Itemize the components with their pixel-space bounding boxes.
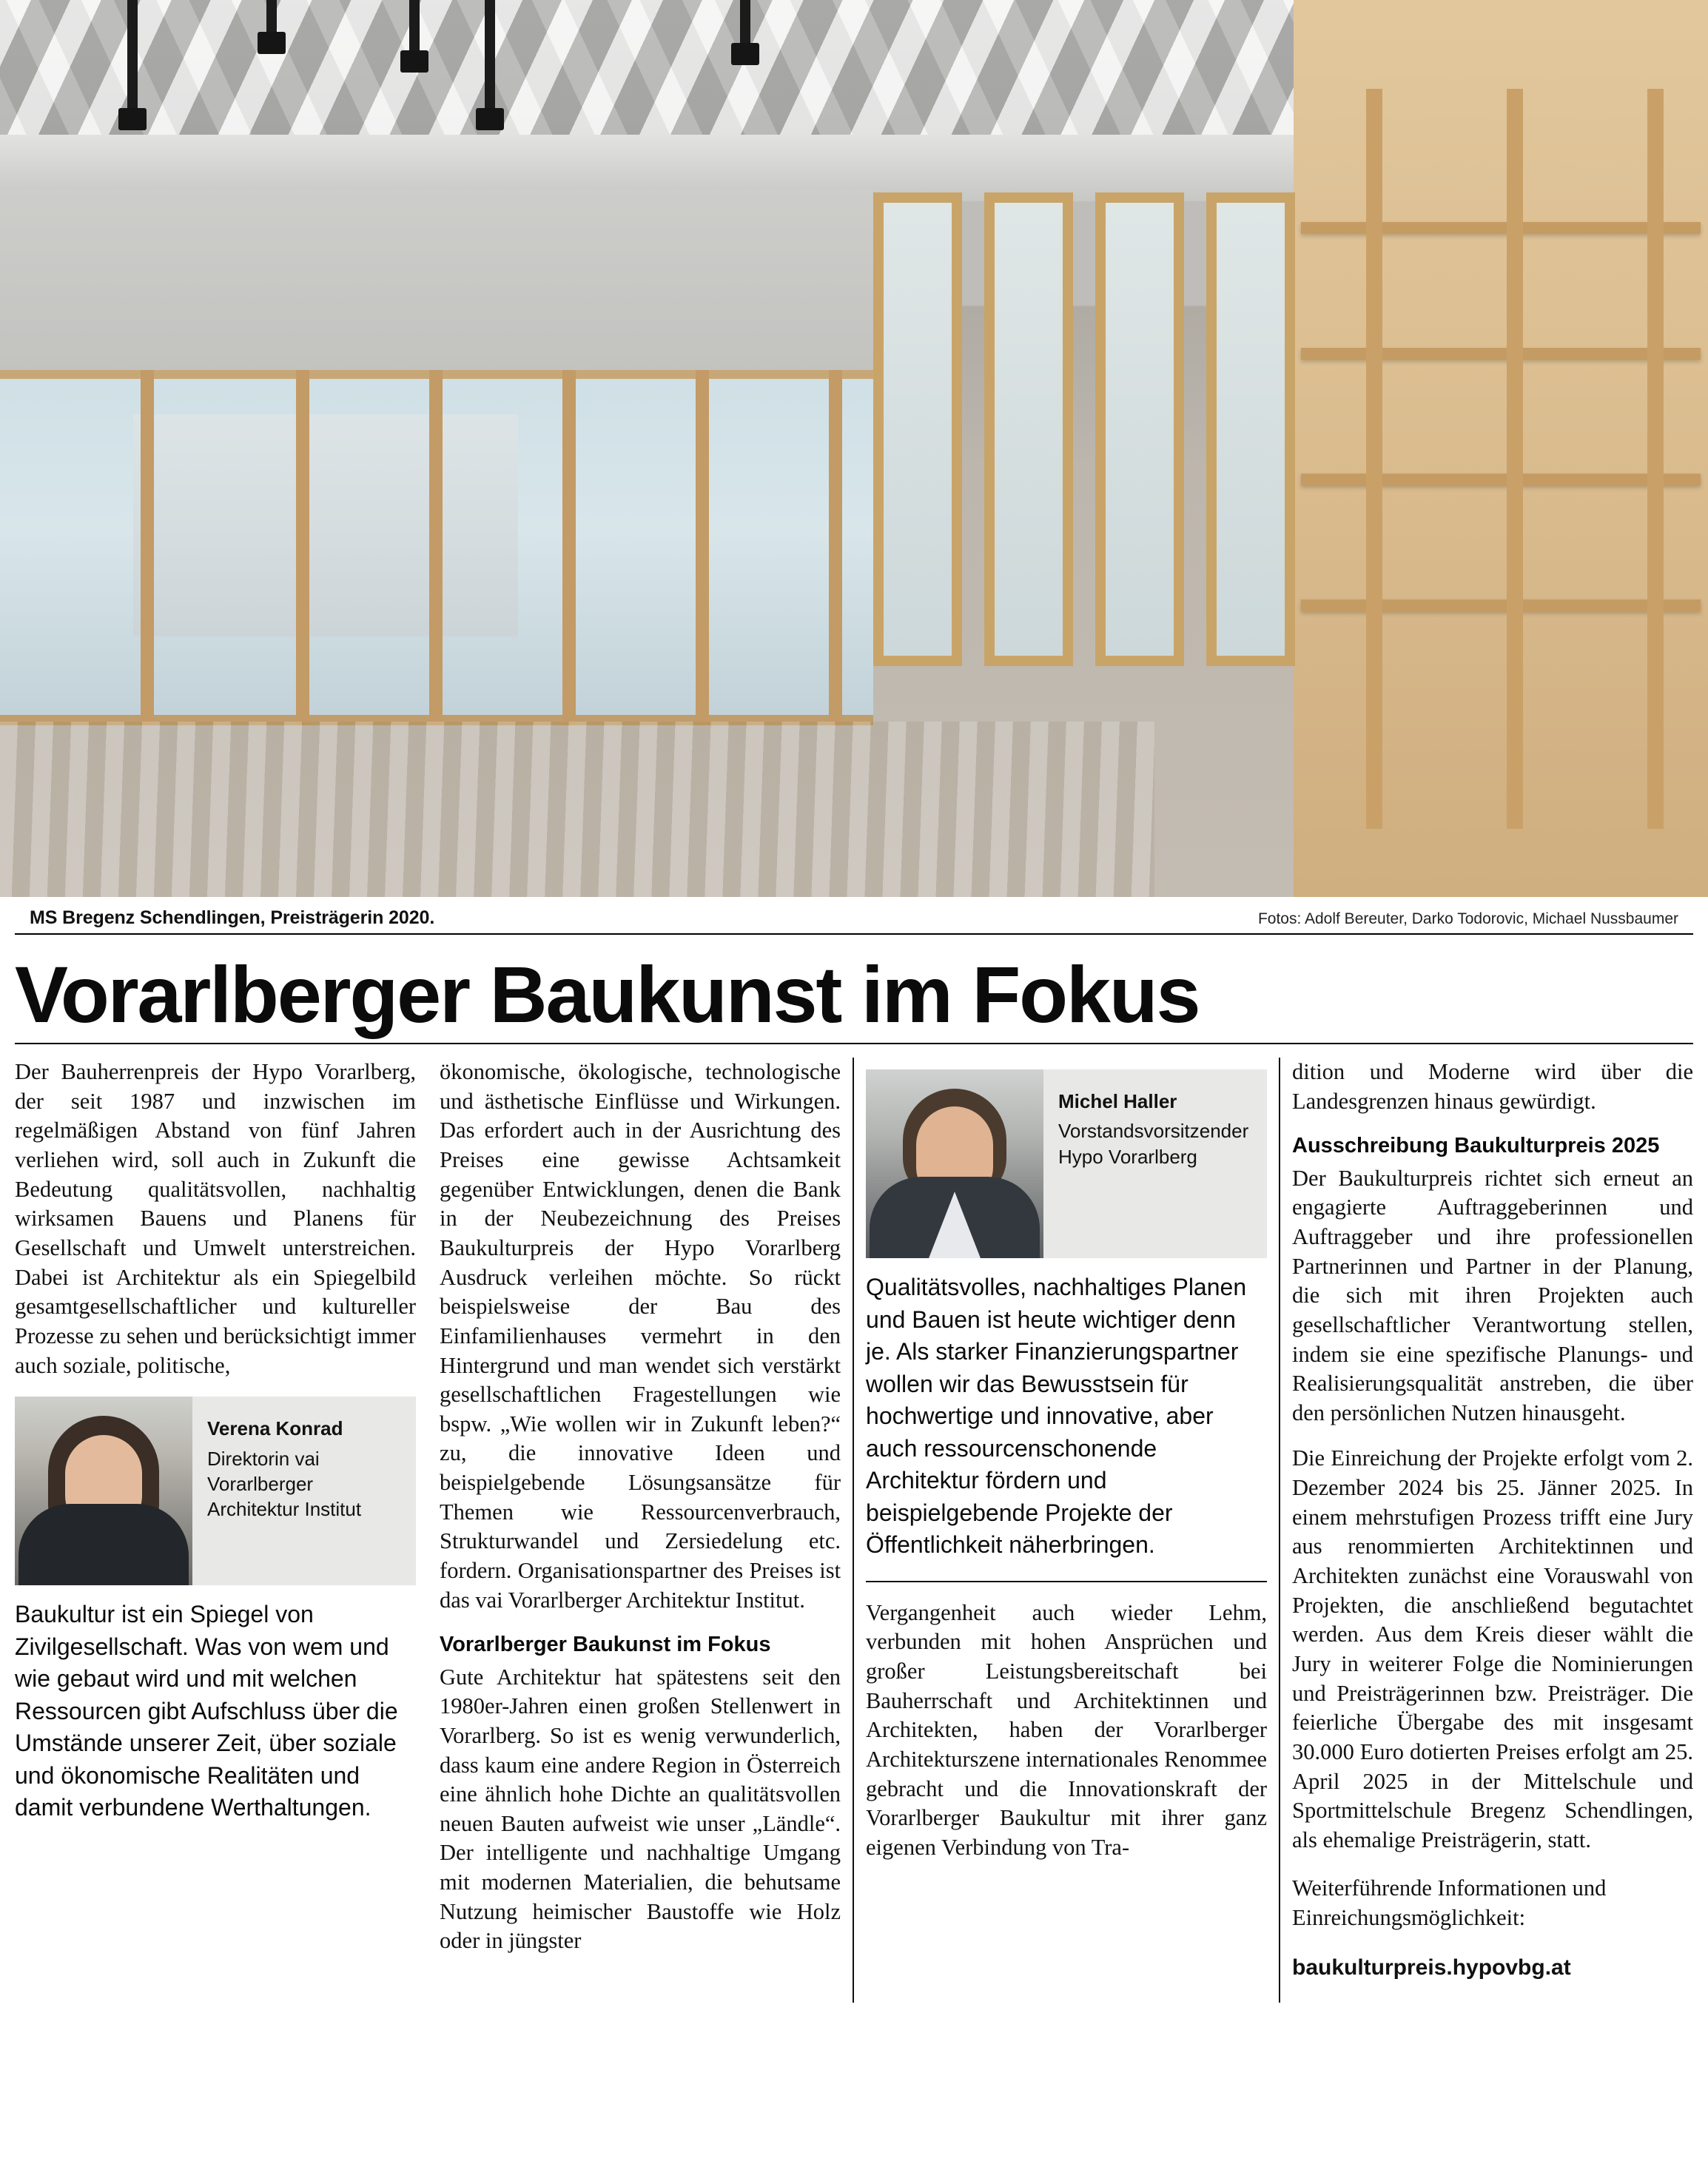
portrait-meta [1043, 1069, 1267, 1258]
pendant-lamp [127, 0, 138, 110]
shelf [1301, 599, 1701, 611]
wood-shelving-wall [1294, 0, 1708, 897]
paragraph: Die Einreichung der Projekte erfolgt vom 2. Dezember 2024 bis 25. Jänner 2025. In einem mehrstufigen Prozess trifft eine Jury aus renommierten Architektinnen und Architekten zunächst eine Vorauswahl von Projekten, die anschließend begutachtet werden. Aus dem Kreis dieser wählt die Jury in weiterer Folge die Nominierungen und Preisträgerinnen bzw. Preisträger. Die feierliche Übergabe des mit insgesamt 30.000 Euro dotierten Preises erfolgt am 25. April 2025 in der Mittelschule und Sportmittelschule Bregenz Schendlingen, als ehemalige Preisträgerin, statt. [1292, 1445, 1694, 1852]
column-divider [853, 1058, 854, 2003]
glass-door [1206, 192, 1295, 666]
photo-credit: Fotos: Adolf Bereuter, Darko Todorovic, Michael Nussbaumer [1257, 910, 1678, 927]
glass-door [873, 192, 962, 666]
pull-quote: Qualitätsvolles, nachhaltiges Planen und Bauen ist heute wichtiger denn je. Als starker Finanzierungspartner wollen wir das Bewusstsein für hochwertige und innovative, aber auch ressourcenschonende Architektur fördern und beispielgebende Projekte der Öffentlichkeit näherbringen. [866, 1274, 1247, 1559]
portrait-role: Direktorin vai Vorarlberger Architektur Institut [207, 1447, 362, 1521]
paragraph: Gute Architektur hat spätestens seit den 1980er-Jahren einen großen Stellenwert in Vorarlberg. So ist es wenig verwunderlich, dass kaum eine andere Region in Österreich eine ähnlich hohe Dichte an qualitätsvollen neuen Bauten aufweist wie unser „Ländle“. Der intelligente und nachhaltige Umgang mit modernen Materialien, die behutsame Nutzung heimischer Baustoffe wie Holz oder in jüngster [440, 1664, 841, 1954]
column-1 [15, 1058, 416, 1824]
glass-door [984, 192, 1073, 666]
window-mullion [696, 370, 709, 725]
window-mullion [296, 370, 309, 725]
column-2 [440, 1058, 841, 1972]
paragraph: dition und Moderne wird über die Landesgrenzen hinaus gewürdigt. [1292, 1059, 1694, 1114]
paragraph: Vergangenheit auch wieder Lehm, verbunden mit hohen Ansprüchen und großer Leistungsbereitschaft bei Bauherrschaft und Architektinnen und Architekten, haben der Vorarlberger Architekturszene internationales Renommee gebracht und die Innovationskraft der Vorarlberger Baukultur mit ihrer ganz eigenen Verbindung von Tra- [866, 1599, 1268, 1860]
article-columns [0, 1044, 1708, 2023]
hero-photo [0, 0, 1708, 897]
shelf-post [1507, 89, 1523, 829]
pendant-lamp [485, 0, 495, 110]
paragraph: Der Baukulturpreis richtet sich erneut an engagierte Auftraggeberinnen und Auftraggeber und ihre professionellen Partnerinnen und Partner in der Planung, die sich mit ihren Projekten auch gesellschaftlicher Verantwortung stellen, indem sie eine spezifische Planungs- und Realisierungsqualität anstreben, die über den persönlichen Nutzen hinausgeht. [1292, 1165, 1694, 1425]
column-divider [1279, 1058, 1280, 2003]
avatar [866, 1069, 1043, 1258]
section-subhead: Vorarlberger Baukunst im Fokus [440, 1633, 771, 1657]
portrait-meta [192, 1397, 416, 1585]
acoustic-baffles [0, 0, 1347, 148]
avatar [15, 1397, 192, 1585]
portrait-role: Vorstandsvorsitzender Hypo Vorarlberg [1058, 1120, 1249, 1168]
portrait-name: Michel Haller [1058, 1090, 1177, 1113]
shelf-post [1366, 89, 1382, 829]
pendant-lamp [409, 0, 420, 52]
window-mullion [829, 370, 842, 725]
contact-url[interactable]: baukulturpreis.hypovbg.at [1292, 1955, 1571, 1980]
column-4 [1292, 1058, 1693, 2003]
wooden-floor [0, 722, 1154, 897]
column-3 [866, 1058, 1267, 1878]
concrete-wall [0, 189, 873, 377]
section-subhead: Ausschreibung Baukulturpreis 2025 [1292, 1134, 1660, 1158]
shelf [1301, 474, 1701, 485]
shelf [1301, 222, 1701, 234]
page-title: Vorarlberger Baukunst im Fokus [15, 950, 1200, 1039]
shelf-post [1647, 89, 1664, 829]
portrait-name: Verena Konrad [207, 1417, 343, 1440]
pendant-lamp [266, 0, 277, 33]
exterior-building [133, 414, 518, 636]
window-mullion [562, 370, 576, 725]
shelf [1301, 348, 1701, 360]
window-mullion [429, 370, 443, 725]
portrait-card-verena-konrad [15, 1397, 416, 1585]
pendant-lamp [740, 0, 750, 44]
photo-caption-row [15, 897, 1693, 935]
photo-caption: MS Bregenz Schendlingen, Preisträgerin 2020. [30, 907, 435, 928]
pull-quote: Baukultur ist ein Spiegel von Zivilgesellschaft. Was von wem und wie gebaut wird und mit welchen Ressourcen gibt Aufschluss über die Umstände unserer Zeit, über soziale und ökonomische Realitäten und damit verbundene Werthaltungen. [15, 1601, 398, 1821]
portrait-card-michel-haller [866, 1069, 1267, 1258]
paragraph: ökonomische, ökologische, technologische und ästhetische Einflüsse und Wirkungen. Das erfordert auch in der Ausrichtung des Preises eine gewisse Achtsamkeit gegenüber Entwicklungen, denen die Bank in der Neubezeichnung des Preises Baukulturpreis der Hypo Vorarlberg Ausdruck verleihen möchte. So rückt beispielsweise der Bau des Einfamilienhauses vermehrt in den Hintergrund und man wendet sich verstärkt gesellschaftlichen Fragestellungen wie bspw. „Wie wollen wir in Zukunft leben?“ zu, die innovative Ideen und beispielgebende Lösungsansätze für Themen wie Ressourcenverbrauch, Strukturwandel und Zersiedelung etc. fordern. Organisationspartner des Preises ist das vai Vorarlberger Architektur Institut. [440, 1059, 841, 1613]
glass-door [1095, 192, 1184, 666]
quote-box-michel-haller [866, 1069, 1267, 1582]
contact-info: Weiterführende Informationen und Einreichungsmöglichkeit: [1292, 1875, 1607, 1931]
window-mullion [141, 370, 154, 725]
paragraph: Der Bauherrenpreis der Hypo Vorarlberg, der seit 1987 und inzwischen im regelmäßigen Abstand von fünf Jahren verliehen wird, soll auch in Zukunft die Bedeutung qualitätsvollen, nachhaltig wirksamen Bauens und Planens für Gesellschaft und Umwelt unterstreichen. Dabei ist Architektur als ein Spiegelbild gesamtgesellschaftlicher und kultureller Prozesse zu sehen und berücksichtigt immer auch soziale, politische, [15, 1059, 417, 1378]
